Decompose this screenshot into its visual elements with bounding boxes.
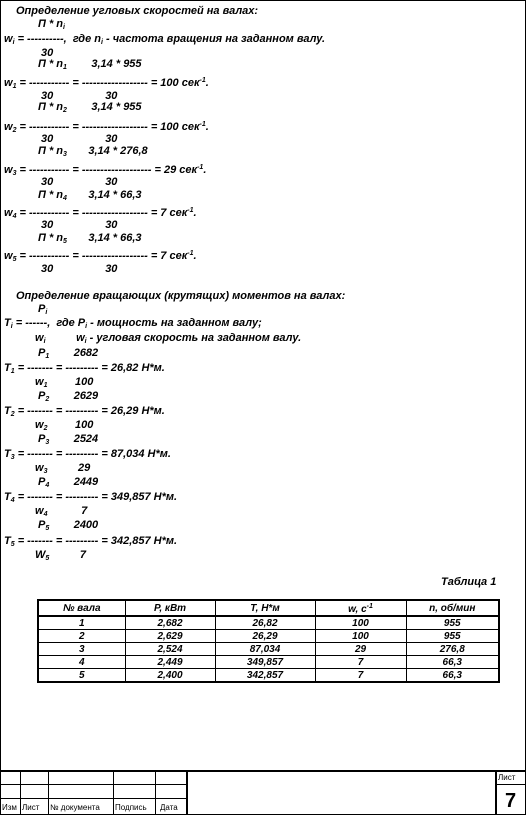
table-cell: 955	[406, 630, 499, 643]
t5-denominator: $W_5$ 7	[35, 549, 86, 562]
w2-formula: $w_2$ = ----------- = ------------------ = 100 сек$^{-1}$.	[4, 121, 209, 134]
table-row	[38, 656, 499, 669]
t2-numerator: $P_2$ 2629	[38, 390, 99, 403]
col-header-angular-velocity	[315, 600, 406, 616]
table-cell: 2	[38, 630, 125, 643]
stamp-col-signature: Подпись	[115, 803, 147, 812]
torque-def-numerator: $P_i$	[38, 303, 48, 316]
w3-numerator: П * $n_3$ 3,14 * 276,8	[38, 145, 148, 158]
formula-denominator: 30	[41, 47, 54, 59]
table-row	[38, 643, 499, 656]
sheet-number: 7	[505, 790, 517, 812]
table-cell: 3	[38, 643, 125, 656]
t5-numerator: $P_5$ 2400	[38, 519, 99, 532]
torque-def-denominator: $w_i$ $w_i$ - угловая скорость на заданном валу.	[35, 332, 302, 345]
w2-numerator: П * $n_2$ 3,14 * 955	[38, 101, 142, 114]
stamp-col-change: Изм	[2, 803, 17, 812]
w3-formula: $w_3$ = ----------- = ------------------- = 29 сек$^{-1}$.	[4, 164, 207, 177]
table-cell: 1	[38, 616, 125, 630]
table-cell: 100	[315, 630, 406, 643]
w5-numerator: П * $n_5$ 3,14 * 66,3	[38, 232, 142, 245]
t3-formula: $T_3$ = ------- = --------- = 87,034 Н*м.	[4, 448, 171, 461]
table-cell: 87,034	[215, 643, 315, 656]
w1-numerator: П * $n_1$ 3,14 * 955	[38, 58, 142, 71]
t3-denominator: $w_3$ 29	[35, 462, 91, 475]
table-header-row	[38, 600, 499, 616]
table-cell: 349,857	[215, 656, 315, 669]
col-header-rpm: n, об/мин	[406, 600, 499, 616]
table-cell: 2,524	[125, 643, 215, 656]
table-cell: 7	[315, 656, 406, 669]
t2-formula: $T_2$ = ------- = --------- = 26,29 Н*м.	[4, 405, 165, 418]
col-header-torque: T, Н*м	[215, 600, 315, 616]
table-cell: 7	[315, 669, 406, 683]
table-cell: 2,682	[125, 616, 215, 630]
stamp-col-sheet: Лист	[22, 803, 40, 812]
t2-denominator: $w_2$ 100	[35, 419, 94, 432]
table-cell: 66,3	[406, 656, 499, 669]
w5-denominator: 30 30	[41, 263, 118, 275]
w2-denominator: 30 30	[41, 133, 118, 145]
table-row	[38, 630, 499, 643]
col-header-shaft: № вала	[38, 600, 125, 616]
t4-numerator: $P_4$ 2449	[38, 476, 99, 489]
t4-denominator: $w_4$ 7	[35, 505, 88, 518]
sheet-label: Лист	[498, 773, 516, 782]
formula-numerator: П * $n_i$	[38, 18, 65, 31]
w4-formula: $w_4$ = ----------- = ------------------ = 7 сек$^{-1}$.	[4, 207, 197, 220]
table-cell: 955	[406, 616, 499, 630]
table-cell: 2,449	[125, 656, 215, 669]
w4-numerator: П * $n_4$ 3,14 * 66,3	[38, 189, 142, 202]
table-row	[38, 616, 499, 630]
results-table	[37, 599, 500, 683]
title-block-stamp	[0, 770, 526, 815]
table-cell: 276,8	[406, 643, 499, 656]
stamp-col-date: Дата	[160, 803, 178, 812]
t3-numerator: $P_3$ 2524	[38, 433, 99, 446]
header-superscript: -1	[366, 603, 373, 610]
table-cell: 2,400	[125, 669, 215, 683]
table-cell: 26,29	[215, 630, 315, 643]
t1-denominator: $w_1$ 100	[35, 376, 94, 389]
col-header-power: P, кВт	[125, 600, 215, 616]
header-text: w, c	[348, 604, 367, 615]
table-cell: 26,82	[215, 616, 315, 630]
t5-formula: $T_5$ = ------- = --------- = 342,857 Н*м.	[4, 535, 178, 548]
w1-denominator: 30 30	[41, 90, 118, 102]
table-cell: 2,629	[125, 630, 215, 643]
table-cell: 342,857	[215, 669, 315, 683]
table-row	[38, 669, 499, 683]
table-caption: Таблица 1	[441, 576, 497, 588]
w5-formula: $w_5$ = ----------- = ------------------ = 7 сек$^{-1}$.	[4, 250, 197, 263]
w1-formula: $w_1$ = ----------- = ------------------ = 100 сек$^{-1}$.	[4, 77, 209, 90]
w4-denominator: 30 30	[41, 219, 118, 231]
table-cell: 4	[38, 656, 125, 669]
torque-def-formula: $T_i$ = ------, где $P_i$ - мощность на заданном валу;	[4, 317, 262, 330]
formula-definition: $w_i$ = ----------, где $n_i$ - частота вращения на заданном валу.	[4, 33, 326, 46]
section-heading: Определение вращающих (крутящих) моментов на валах:	[16, 290, 346, 302]
section-heading: Определение угловых скоростей на валах:	[16, 5, 259, 17]
stamp-col-document: № документа	[50, 803, 100, 812]
table-cell: 100	[315, 616, 406, 630]
w3-denominator: 30 30	[41, 176, 118, 188]
t4-formula: $T_4$ = ------- = --------- = 349,857 Н*м.	[4, 491, 178, 504]
t1-numerator: $P_1$ 2682	[38, 347, 99, 360]
table-cell: 66,3	[406, 669, 499, 683]
table-cell: 29	[315, 643, 406, 656]
t1-formula: $T_1$ = ------- = --------- = 26,82 Н*м.	[4, 362, 165, 375]
table-cell: 5	[38, 669, 125, 683]
